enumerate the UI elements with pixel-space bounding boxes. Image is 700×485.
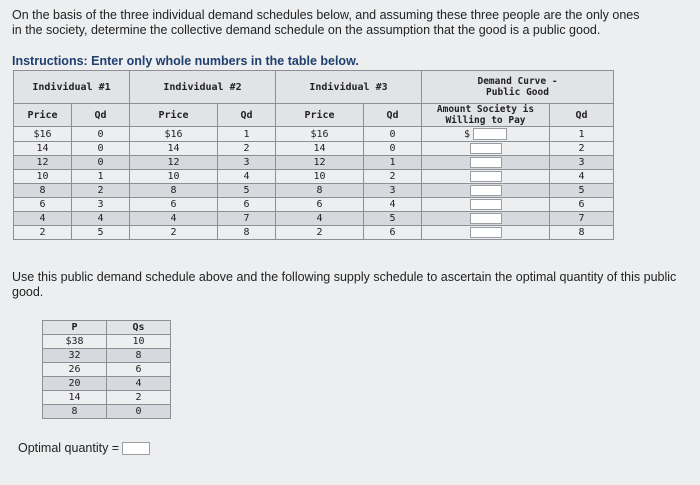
individual-1-header: Individual #1 xyxy=(14,71,130,104)
table-row: 32 8 xyxy=(43,349,171,363)
table-row: 8 0 xyxy=(43,405,171,419)
table-row: 4 4 4 7 4 5 7 xyxy=(14,212,614,226)
instructions: Instructions: Enter only whole numbers in the table below. xyxy=(12,54,359,68)
table-row: 26 6 xyxy=(43,363,171,377)
table-row: 6 3 6 6 6 4 6 xyxy=(14,198,614,212)
optimal-quantity-label: Optimal quantity = xyxy=(18,441,120,455)
supply-instructions: Use this public demand schedule above and the following supply schedule to ascertain the optimal quantity of this public good. xyxy=(12,270,677,299)
col-qd-public: Qd xyxy=(550,104,614,127)
demand-curve-subtitle: Public Good xyxy=(486,87,549,98)
demand-curve-title: Demand Curve - xyxy=(477,76,558,87)
optimal-quantity-row xyxy=(18,441,150,455)
question-intro: On the basis of the three individual demand schedules below, and assuming these three people are the only ones in the society, determine the collective demand schedule on the assumption that the good is a public good. xyxy=(12,8,640,37)
amount-input-row-3[interactable] xyxy=(470,157,502,168)
amount-input-row-2[interactable] xyxy=(470,143,502,154)
amount-input-row-5[interactable] xyxy=(470,185,502,196)
table-row: 14 2 xyxy=(43,391,171,405)
table-row: 14 0 14 2 14 0 2 xyxy=(14,142,614,156)
table-row: 2 5 2 8 2 6 8 xyxy=(14,226,614,240)
table-row: $38 10 xyxy=(43,335,171,349)
col-qd-3: Qd xyxy=(364,104,422,127)
table-row: $16 0 $16 1 $16 0 $ 1 xyxy=(14,127,614,142)
individual-2-header: Individual #2 xyxy=(130,71,276,104)
table-row: 8 2 8 5 8 3 5 xyxy=(14,184,614,198)
supply-schedule-table xyxy=(42,320,171,419)
table-row: 20 4 xyxy=(43,377,171,391)
col-qd-2: Qd xyxy=(218,104,276,127)
col-p: P xyxy=(43,321,107,335)
amount-input-row-1[interactable] xyxy=(473,128,507,140)
table-row: 12 0 12 3 12 1 3 xyxy=(14,156,614,170)
individual-3-header: Individual #3 xyxy=(276,71,422,104)
table-row: 10 1 10 4 10 2 4 xyxy=(14,170,614,184)
col-qd-1: Qd xyxy=(72,104,130,127)
optimal-quantity-input[interactable] xyxy=(122,442,150,455)
amount-input-row-6[interactable] xyxy=(470,199,502,210)
col-price-3: Price xyxy=(276,104,364,127)
amount-input-row-7[interactable] xyxy=(470,213,502,224)
col-price-2: Price xyxy=(130,104,218,127)
amount-input-row-8[interactable] xyxy=(470,227,502,238)
col-price-1: Price xyxy=(14,104,72,127)
amount-input-row-4[interactable] xyxy=(470,171,502,182)
demand-curve-header xyxy=(422,71,614,104)
dollar-sign: $ xyxy=(463,128,471,140)
demand-schedule-table xyxy=(13,70,614,240)
col-qs: Qs xyxy=(107,321,171,335)
col-amount-willing: Amount Society is Willing to Pay xyxy=(422,104,550,127)
